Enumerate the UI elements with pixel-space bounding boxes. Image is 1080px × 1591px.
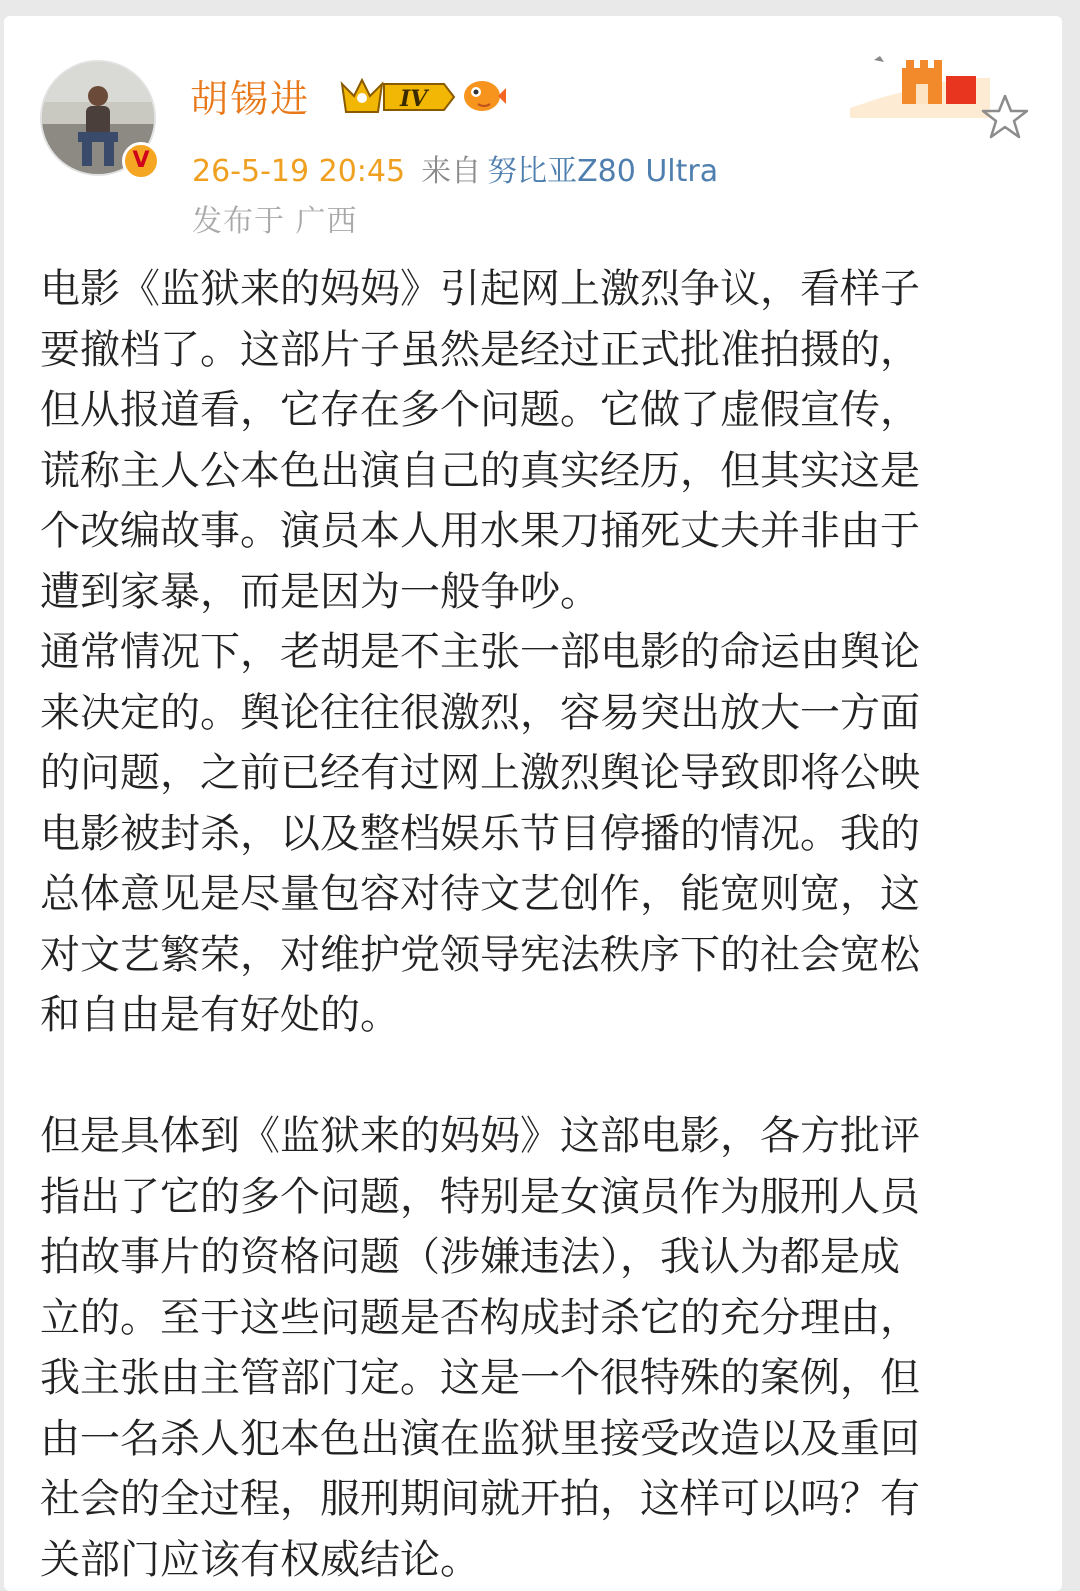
post-timestamp[interactable]: 26-5-19 20:45 xyxy=(192,154,406,189)
post-body xyxy=(40,259,1036,1590)
verified-v-icon: V xyxy=(122,142,160,180)
author-name[interactable]: 胡锡进 xyxy=(190,77,311,121)
fish-badge-icon xyxy=(460,76,506,116)
post-paragraph-1: 电影《监狱来的妈妈》引起网上激烈争议，看样子 要撤档了。这部片子虽然是经过正式批准拍摄的， 但从报道看，它存在多个问题。它做了虚假宣传， 谎称主人公本色出演自己的真实经历，但其实这是 个改编故事。演员本人用水果刀捅死丈夫并非由于 遭到家暴，而是因为一般争吵。 xyxy=(40,266,920,615)
source-label: 来自 xyxy=(421,154,482,189)
vip-crown-badge-icon[interactable] xyxy=(336,72,456,122)
weibo-post-card xyxy=(4,16,1062,1591)
post-meta xyxy=(192,146,718,190)
favorite-star-icon[interactable] xyxy=(980,92,1030,142)
vip-level-text: IV xyxy=(400,86,428,112)
great-wall-decoration-icon xyxy=(850,38,990,118)
post-location: 发布于 广西 xyxy=(192,204,358,239)
source-device-link[interactable]: 努比亚Z80 Ultra xyxy=(487,154,719,189)
post-paragraph-3: 但是具体到《监狱来的妈妈》这部电影，各方批评 指出了它的多个问题，特别是女演员作为服刑人员 拍故事片的资格问题（涉嫌违法），我认为都是成 立的。至于这些问题是否构成封杀它的充分理由， 我主张由主管部门定。这是一个很特殊的案例，但 由一名杀人犯本色出演在监狱里接受改造以及重回 社会的全过程，服刑期间就开拍，这样可以吗？有 关部门应该有权威结论。 xyxy=(40,1113,920,1583)
paragraph-spacer xyxy=(40,1046,1036,1107)
post-paragraph-2: 通常情况下，老胡是不主张一部电影的命运由舆论 来决定的。舆论往往很激烈，容易突出放大一方面 的问题，之前已经有过网上激烈舆论导致即将公映 电影被封杀，以及整档娱乐节目停播的情况。我的 总体意见是尽量包容对待文艺创作，能宽则宽，这 对文艺繁荣，对维护党领导宪法秩序下的社会宽松 和自由是有好处的。 xyxy=(40,629,920,1038)
